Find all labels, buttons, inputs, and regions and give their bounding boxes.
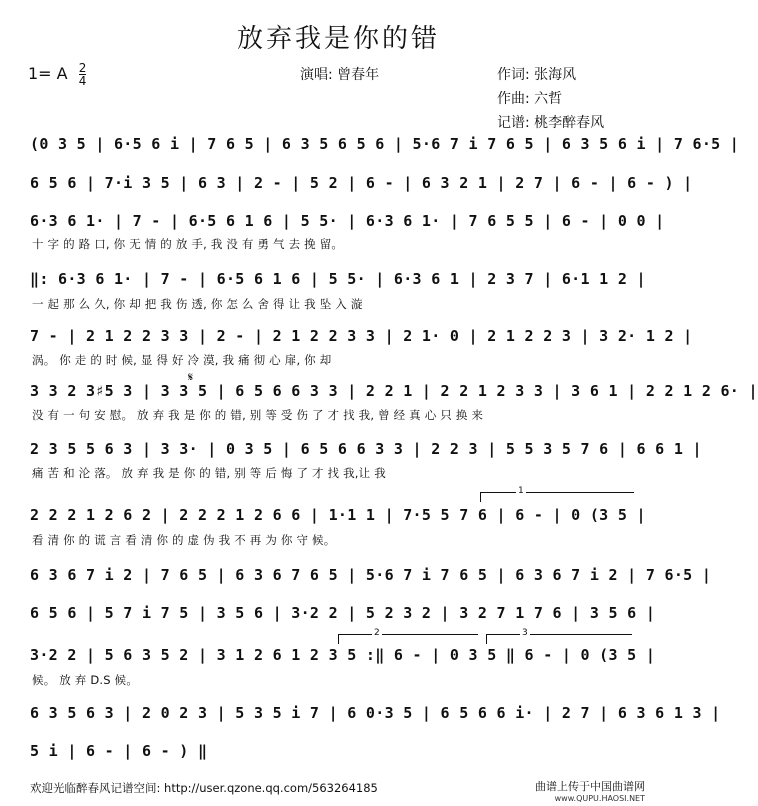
footer-watermark-url: www.QUPU.HAOSI.NET <box>554 794 645 803</box>
time-signature-top: 2 <box>78 61 87 75</box>
score-row-5: 7 - | 2 1 2 2 3 3 | 2 - | 2 1 2 2 3 3 | 2 1· 0 | 2 1 2 2 3 | 3 2· 1 2 | <box>30 327 693 345</box>
lyric-row-4: 一 起 那 么 久, 你 却 把 我 伤 透, 你 怎 么 舍 得 让 我 坠 入 漩 <box>32 297 363 311</box>
key-signature <box>28 62 86 87</box>
footer-watermark-title: 曲谱上传于中国曲谱网 <box>535 780 645 793</box>
score-row-2: 6 5 6 | 7·i 3 5 | 6 3 | 2 - | 5 2 | 6 - | 6 3 2 1 | 2 7 | 6 - | 6 - ) | <box>30 174 693 192</box>
score-row-7: 2 3 5 5 6 3 | 3 3· | 0 3 5 | 6 5 6 6 3 3 | 2 2 3 | 5 5 3 5 7 6 | 6 6 1 | <box>30 440 702 458</box>
time-signature-bottom: 4 <box>78 74 87 88</box>
singer-credit: 演唱: 曾春年 <box>300 67 380 83</box>
score-row-9: 6 3 6 7 i 2 | 7 6 5 | 6 3 6 7 6 5 | 5·6 7 i 7 6 5 | 6 3 6 7 i 2 | 7 6·5 | <box>30 566 712 584</box>
lyricist-credit: 作词: 张海风 <box>497 67 577 83</box>
volta-2-tick <box>338 634 339 644</box>
segno-sign: 𝄋 <box>188 370 194 384</box>
footer-watermark <box>535 781 645 805</box>
volta-1-bracket <box>480 492 634 493</box>
score-row-4: ‖: 6·3 6 1· | 7 - | 6·5 6 1 6 | 5 5· | 6·3 6 1 | 2 3 7 | 6·1 1 2 | <box>30 270 646 288</box>
volta-3-label: 3 <box>522 628 528 638</box>
lyric-row-3: 十 字 的 路 口, 你 无 情 的 放 手, 我 没 有 勇 气 去 挽 留。 <box>32 237 344 251</box>
volta-2-label: 2 <box>374 628 380 638</box>
score-row-11: 3·2 2 | 5 6 3 5 2 | 3 1 2 6 1 2 3 5 :‖ 6 - | 0 3 5 ‖ 6 - | 0 (3 5 | <box>30 646 656 664</box>
score-row-8: 2 2 2 1 2 6 2 | 2 2 2 1 2 6 6 | 1·1 1 | 7·5 5 7 6 | 6 - | 0 (3 5 | <box>30 506 646 524</box>
volta-3-tick <box>486 634 487 644</box>
footer-welcome: 欢迎光临醉春风记谱空间: http://user.qzone.qq.com/563264185 <box>30 781 378 795</box>
lyric-row-6: 没 有 一 句 安 慰。 放 弃 我 是 你 的 错, 别 等 受 伤 了 才 找 我, 曾 经 真 心 只 换 来 <box>32 408 484 422</box>
lyric-row-8: 看 清 你 的 谎 言 看 清 你 的 虚 伪 我 不 再 为 你 守 候。 <box>32 533 336 547</box>
score-row-10: 6 5 6 | 5 7 i 7 5 | 3 5 6 | 3·2 2 | 5 2 3 2 | 3 2 7 1 7 6 | 3 5 6 | <box>30 604 656 622</box>
volta-2-bracket <box>338 634 478 635</box>
time-signature <box>79 62 87 87</box>
lyric-row-5: 涡。 你 走 的 时 候, 显 得 好 冷 漠, 我 痛 彻 心 扉, 你 却 <box>32 353 332 367</box>
volta-1-label: 1 <box>518 486 524 496</box>
score-row-13: 5 i | 6 - | 6 - ) ‖ <box>30 742 208 760</box>
score-row-1: (0 3 5 | 6·5 6 i | 7 6 5 | 6 3 5 6 5 6 | 5·6 7 i 7 6 5 | 6 3 5 6 i | 7 6·5 | <box>30 135 740 153</box>
score-row-6: 3 3 2 3♯5 3 | 3 3 5 | 6 5 6 6 3 3 | 2 2 1 | 2 2 1 2 3 3 | 3 6 1 | 2 2 1 2 6· | <box>30 382 758 400</box>
score-row-3: 6·3 6 1· | 7 - | 6·5 6 1 6 | 5 5· | 6·3 6 1· | 7 6 5 5 | 6 - | 0 0 | <box>30 212 665 230</box>
key-label: 1= A <box>28 64 68 83</box>
volta-3-bracket <box>486 634 632 635</box>
volta-1-tick <box>480 492 481 502</box>
song-title: 放弃我是你的错 <box>236 24 440 54</box>
score-row-12: 6 3 5 6 3 | 2 0 2 3 | 5 3 5 i 7 | 6 0·3 5 | 6 5 6 6 i· | 2 7 | 6 3 6 1 3 | <box>30 704 721 722</box>
lyric-row-11: 候。 放 弃 D.S 候。 <box>32 673 139 687</box>
transcriber-credit: 记谱: 桃李醉春风 <box>497 115 605 131</box>
composer-credit: 作曲: 六哲 <box>497 91 563 107</box>
lyric-row-7: 痛 苦 和 沦 落。 放 弃 我 是 你 的 错, 别 等 后 悔 了 才 找 我,让 我 <box>32 466 386 480</box>
